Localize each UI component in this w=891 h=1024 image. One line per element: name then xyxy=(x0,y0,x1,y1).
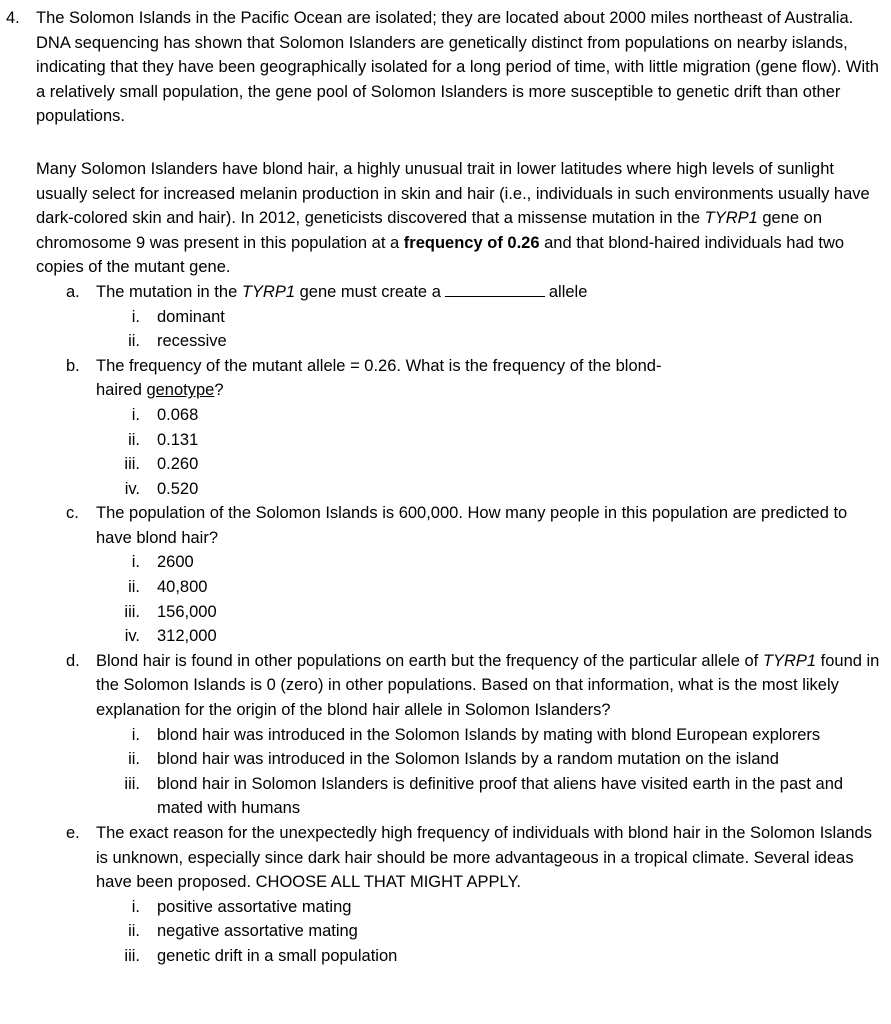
option[interactable]: ii. 0.131 xyxy=(128,430,199,449)
gene-name: TYRP1 xyxy=(241,282,296,301)
part-c-prompt: The population of the Solomon Islands is 600,000. How many people in this population are predicted to have blond hair? xyxy=(96,504,848,547)
option[interactable]: ii. blond hair was introduced in the Solomon Islands by a random mutation on the island xyxy=(128,750,779,769)
underlined-word: genotype xyxy=(146,381,215,400)
part-e-prompt: The exact reason for the unexpectedly high frequency of individuals with blond hair in the Solomon Islands is unknown, especially since dark hair should be more advantageous in a tropical climate. Several ideas have been proposed. CHOOSE ALL THAT MIGHT APPLY. xyxy=(96,824,872,892)
part-b-options xyxy=(0,403,891,501)
part-b-prompt: The frequency of the mutant allele = 0.26. What is the frequency of the blond- haired genotype? xyxy=(96,356,662,400)
part-e-options xyxy=(0,895,891,969)
option[interactable]: ii. negative assortative mating xyxy=(128,922,358,941)
option[interactable]: i. 0.068 xyxy=(131,405,199,424)
part-d-options xyxy=(0,723,891,821)
part-letter: c. xyxy=(66,504,79,523)
part-b xyxy=(0,354,891,403)
question-number: 4. xyxy=(6,9,20,27)
allele-frequency: frequency of 0.26 xyxy=(403,233,540,252)
option[interactable]: iii. 156,000 xyxy=(124,602,217,621)
option[interactable]: i. 2600 xyxy=(131,553,194,572)
gene-name: TYRP1 xyxy=(704,209,758,228)
part-d-prompt: Blond hair is found in other populations on earth but the frequency of the particular allele of TYRP1 found in the Solomon Islands is 0 (zero) in other populations. Based on that information, what is the most likely explanation for the origin of the blond hair allele in Solomon Islanders? xyxy=(96,651,880,720)
part-d xyxy=(0,649,891,723)
part-a xyxy=(0,280,891,305)
part-a-options xyxy=(0,305,891,354)
option[interactable]: i. positive assortative mating xyxy=(131,897,352,916)
part-letter: b. xyxy=(66,356,80,375)
option[interactable]: iii. blond hair in Solomon Islanders is definitive proof that aliens have visited earth in the past and mated with humans xyxy=(124,774,844,818)
context-paragraph: Many Solomon Islanders have blond hair, a highly unusual trait in lower latitudes where high levels of sunlight usually select for increased melanin production in skin and hair (i.e., individuals in such environments usually have dark-colored skin and hair). In 2012, geneticists discovered that a missense mutation in the TYRP1 gene on chromosome 9 was present in this population at a frequency of 0.26 and that blond-haired individuals had two copies of the mutant gene. xyxy=(36,159,870,277)
question-4 xyxy=(0,6,891,280)
part-letter: e. xyxy=(66,824,80,842)
answer-blank[interactable] xyxy=(445,282,545,297)
option[interactable]: i. blond hair was introduced in the Solomon Islands by mating with blond European explorers xyxy=(131,725,821,744)
option[interactable]: iv. 312,000 xyxy=(124,627,217,646)
option[interactable]: ii. recessive xyxy=(128,332,227,351)
option[interactable]: ii. 40,800 xyxy=(128,578,208,597)
option[interactable]: iii. genetic drift in a small population xyxy=(124,946,398,965)
part-letter: d. xyxy=(66,651,80,670)
part-letter: a. xyxy=(66,282,80,301)
part-c-options xyxy=(0,550,891,648)
part-e xyxy=(0,821,891,895)
part-c xyxy=(0,501,891,550)
option[interactable]: iv. 0.520 xyxy=(124,479,199,498)
worksheet-page xyxy=(0,6,891,969)
intro-paragraph: The Solomon Islands in the Pacific Ocean are isolated; they are located about 2000 miles northeast of Australia. DNA sequencing has shown that Solomon Islanders are genetically distinct from populations on nearby islands, indicating that they have been geographically isolated for a long period of time, with little migration (gene flow). With a relatively small population, the gene pool of Solomon Islanders is more susceptible to genetic drift than other populations. xyxy=(36,9,879,126)
part-a-prompt: The mutation in the TYRP1 gene must create a allele xyxy=(96,282,588,301)
option[interactable]: iii. 0.260 xyxy=(124,455,199,474)
option[interactable]: i. dominant xyxy=(131,307,225,326)
gene-name: TYRP1 xyxy=(762,651,817,670)
